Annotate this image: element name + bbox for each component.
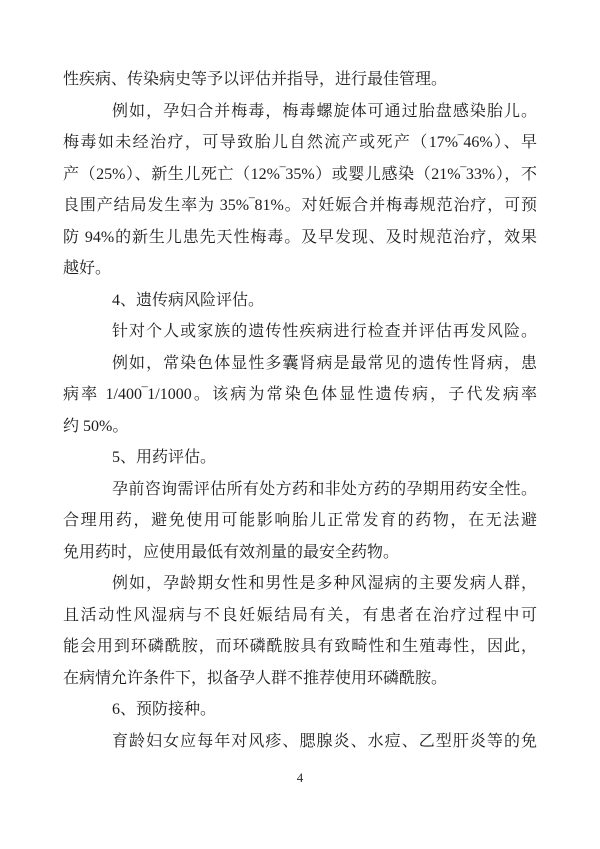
body-text-block	[63, 64, 537, 757]
text-line: 良围产结局发生率为 35%‾81%。对妊娠合并梅毒规范治疗，可预	[63, 197, 537, 214]
text-line: 防 94%的新生儿患先天性梅毒。及早发现、及时规范治疗，效果	[63, 228, 537, 246]
text-line: 病率 1/400‾1/1000。该病为常染色体显性遗传病，子代发病率	[63, 386, 537, 403]
text-line: 针对个人或家族的遗传性疾病进行检查并评估再发风险。	[112, 323, 537, 340]
text-line: 免用药时，应使用最低有效剂量的最安全药物。	[63, 543, 400, 561]
section-heading-4: 4、遗传病风险评估。	[112, 291, 265, 309]
text-line: 性疾病、传染病史等予以评估并指导，进行最佳管理。	[63, 71, 448, 88]
text-line: 例如，孕妇合并梅毒，梅毒螺旋体可通过胎盘感染胎儿。	[112, 102, 537, 120]
section-heading-5: 5、用药评估。	[112, 449, 217, 466]
text-line: 在病情允许条件下，拟备孕人群不推荐使用环磷酰胺。	[63, 669, 448, 687]
page-number: 4	[296, 770, 304, 785]
text-line: 合理用药，避免使用可能影响胎儿正常发育的药物，在无法避	[63, 512, 537, 529]
text-line: 育龄妇女应每年对风疹、腮腺炎、水痘、乙型肝炎等的免	[112, 732, 537, 750]
text-line: 能会用到环磷酰胺，而环磷酰胺具有致畸性和生殖毒性，因此，	[63, 638, 537, 655]
text-line: 例如，常染色体显性多囊肾病是最常见的遗传性肾病，患	[112, 354, 537, 372]
section-heading-6: 6、预防接种。	[112, 701, 217, 718]
text-line: 产（25%）、新生儿死亡（12%‾35%）或婴儿感染（21%‾33%），不	[63, 165, 537, 183]
text-line: 越好。	[63, 260, 112, 277]
text-line: 且活动性风湿病与不良妊娠结局有关，有患者在治疗过程中可	[63, 606, 537, 624]
text-line: 孕前咨询需评估所有处方药和非处方药的孕期用药安全性。	[112, 480, 537, 498]
text-line: 梅毒如未经治疗，可导致胎儿自然流产或死产（17%‾46%）、早	[63, 134, 537, 151]
text-line: 约 50%。	[63, 417, 129, 435]
text-line: 例如，孕龄期女性和男性是多种风湿病的主要发病人群，	[112, 575, 537, 592]
